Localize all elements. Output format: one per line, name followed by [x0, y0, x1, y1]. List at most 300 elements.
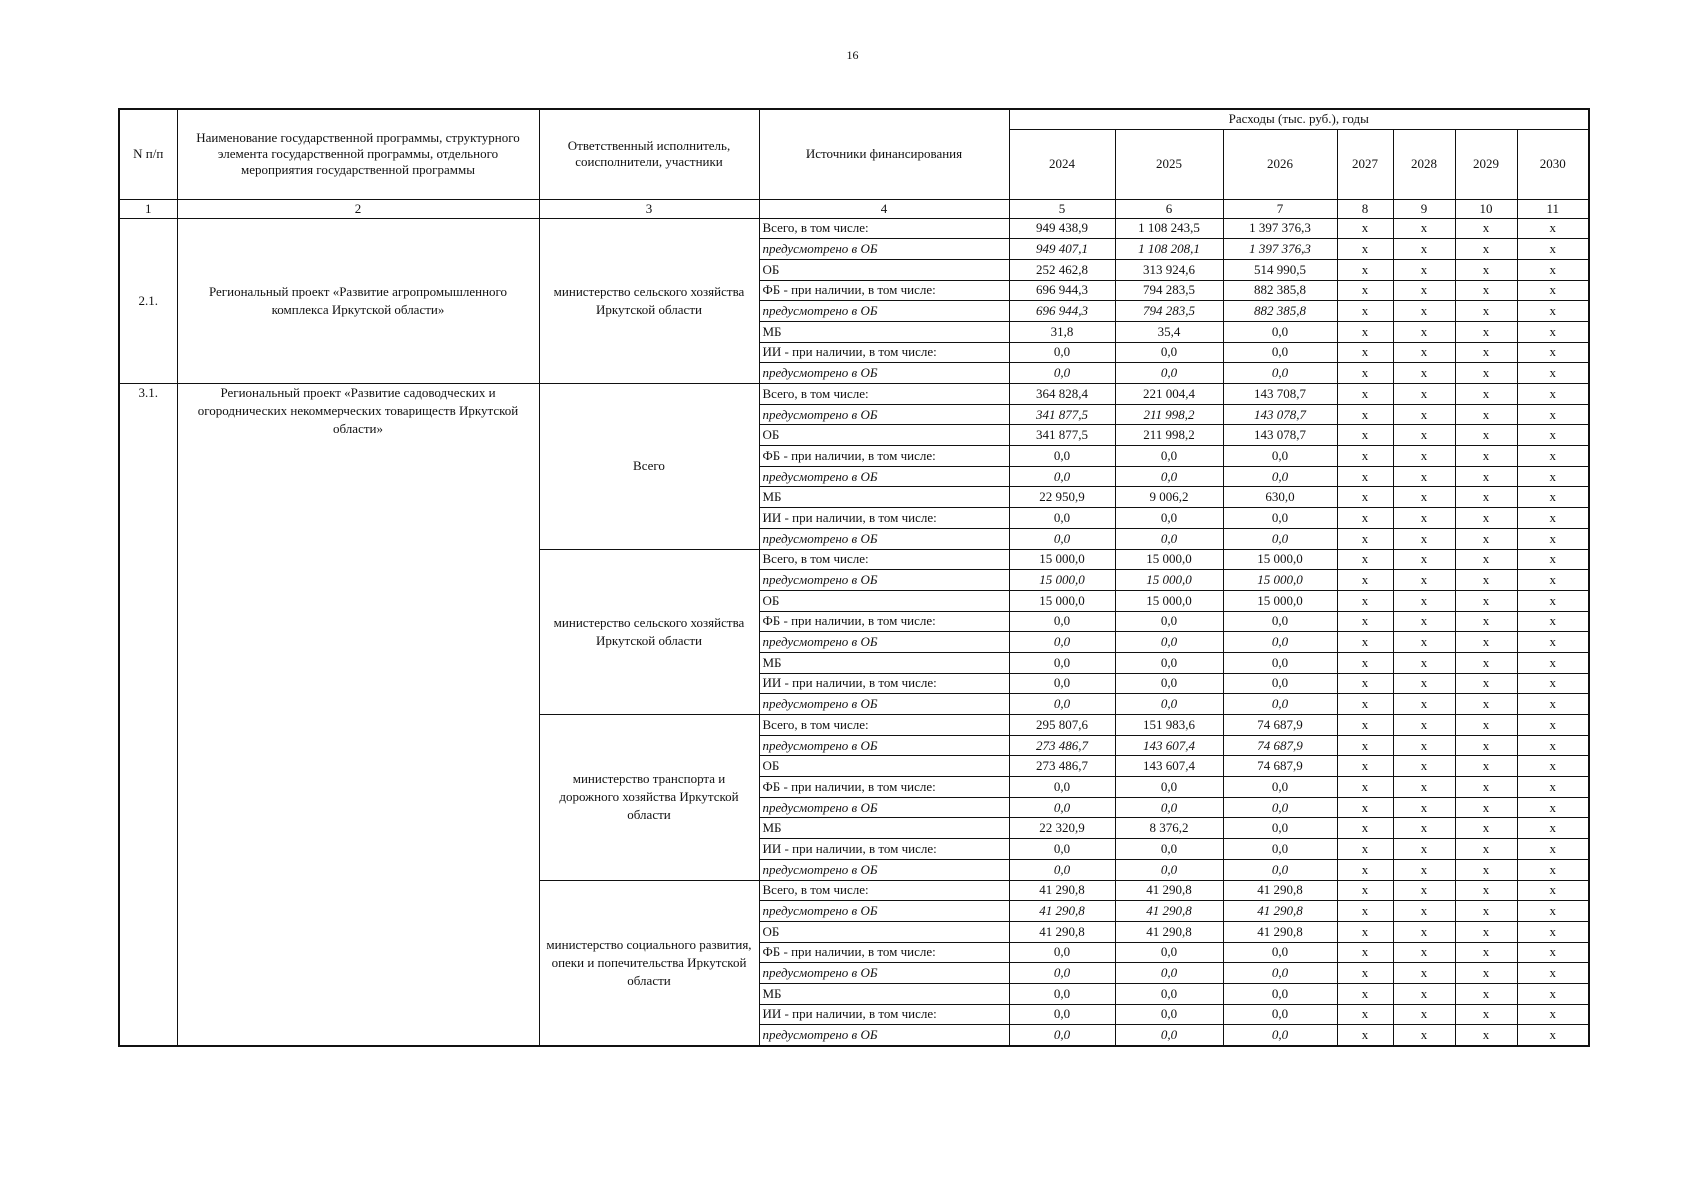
- executor-cell: министерство социального развития, опеки и попечительства Иркутской области: [539, 880, 759, 1046]
- amount-cell: 0,0: [1223, 363, 1337, 384]
- amount-cell: 211 998,2: [1115, 404, 1223, 425]
- not-applicable-cell: x: [1393, 859, 1455, 880]
- amount-cell: 0,0: [1223, 942, 1337, 963]
- not-applicable-cell: x: [1517, 859, 1589, 880]
- not-applicable-cell: x: [1455, 715, 1517, 736]
- not-applicable-cell: x: [1337, 632, 1393, 653]
- not-applicable-cell: x: [1455, 1025, 1517, 1046]
- not-applicable-cell: x: [1455, 901, 1517, 922]
- funding-source-cell: ИИ - при наличии, в том числе:: [759, 839, 1009, 860]
- amount-cell: 41 290,8: [1009, 901, 1115, 922]
- not-applicable-cell: x: [1337, 404, 1393, 425]
- not-applicable-cell: x: [1393, 611, 1455, 632]
- not-applicable-cell: x: [1337, 818, 1393, 839]
- amount-cell: 41 290,8: [1223, 880, 1337, 901]
- amount-cell: 0,0: [1009, 611, 1115, 632]
- amount-cell: 882 385,8: [1223, 301, 1337, 322]
- funding-source-cell: предусмотрено в ОБ: [759, 963, 1009, 984]
- not-applicable-cell: x: [1517, 363, 1589, 384]
- amount-cell: 0,0: [1009, 963, 1115, 984]
- not-applicable-cell: x: [1455, 218, 1517, 239]
- not-applicable-cell: x: [1455, 921, 1517, 942]
- header-year: 2025: [1115, 129, 1223, 199]
- column-number: 9: [1393, 199, 1455, 218]
- not-applicable-cell: x: [1517, 611, 1589, 632]
- amount-cell: 0,0: [1223, 673, 1337, 694]
- not-applicable-cell: x: [1337, 735, 1393, 756]
- not-applicable-cell: x: [1455, 590, 1517, 611]
- amount-cell: 0,0: [1115, 839, 1223, 860]
- amount-cell: 15 000,0: [1009, 549, 1115, 570]
- column-number: 7: [1223, 199, 1337, 218]
- amount-cell: 211 998,2: [1115, 425, 1223, 446]
- not-applicable-cell: x: [1393, 673, 1455, 694]
- amount-cell: 0,0: [1223, 446, 1337, 467]
- funding-source-cell: ИИ - при наличии, в том числе:: [759, 673, 1009, 694]
- amount-cell: 15 000,0: [1115, 590, 1223, 611]
- not-applicable-cell: x: [1517, 839, 1589, 860]
- not-applicable-cell: x: [1337, 549, 1393, 570]
- amount-cell: 0,0: [1115, 694, 1223, 715]
- amount-cell: 15 000,0: [1115, 570, 1223, 591]
- not-applicable-cell: x: [1517, 983, 1589, 1004]
- not-applicable-cell: x: [1517, 549, 1589, 570]
- not-applicable-cell: x: [1393, 797, 1455, 818]
- funding-source-cell: Всего, в том числе:: [759, 549, 1009, 570]
- not-applicable-cell: x: [1393, 652, 1455, 673]
- not-applicable-cell: x: [1455, 425, 1517, 446]
- not-applicable-cell: x: [1517, 528, 1589, 549]
- not-applicable-cell: x: [1517, 756, 1589, 777]
- funding-source-cell: ФБ - при наличии, в том числе:: [759, 611, 1009, 632]
- amount-cell: 15 000,0: [1009, 590, 1115, 611]
- header-year: 2029: [1455, 129, 1517, 199]
- funding-source-cell: МБ: [759, 818, 1009, 839]
- not-applicable-cell: x: [1517, 404, 1589, 425]
- not-applicable-cell: x: [1337, 466, 1393, 487]
- not-applicable-cell: x: [1517, 466, 1589, 487]
- funding-source-cell: Всего, в том числе:: [759, 880, 1009, 901]
- amount-cell: 0,0: [1009, 528, 1115, 549]
- funding-source-cell: Всего, в том числе:: [759, 218, 1009, 239]
- not-applicable-cell: x: [1455, 797, 1517, 818]
- page-number: 16: [846, 48, 859, 62]
- column-number: 5: [1009, 199, 1115, 218]
- amount-cell: 0,0: [1115, 673, 1223, 694]
- not-applicable-cell: x: [1393, 590, 1455, 611]
- amount-cell: 0,0: [1115, 632, 1223, 653]
- amount-cell: 0,0: [1115, 342, 1223, 363]
- not-applicable-cell: x: [1393, 901, 1455, 922]
- not-applicable-cell: x: [1455, 756, 1517, 777]
- not-applicable-cell: x: [1517, 652, 1589, 673]
- not-applicable-cell: x: [1393, 694, 1455, 715]
- not-applicable-cell: x: [1393, 446, 1455, 467]
- not-applicable-cell: x: [1337, 839, 1393, 860]
- funding-source-cell: предусмотрено в ОБ: [759, 466, 1009, 487]
- funding-source-cell: Всего, в том числе:: [759, 715, 1009, 736]
- not-applicable-cell: x: [1517, 818, 1589, 839]
- funding-source-cell: МБ: [759, 321, 1009, 342]
- amount-cell: 0,0: [1223, 611, 1337, 632]
- not-applicable-cell: x: [1517, 963, 1589, 984]
- amount-cell: 151 983,6: [1115, 715, 1223, 736]
- not-applicable-cell: x: [1455, 321, 1517, 342]
- amount-cell: 143 078,7: [1223, 425, 1337, 446]
- amount-cell: 0,0: [1009, 859, 1115, 880]
- amount-cell: 0,0: [1223, 818, 1337, 839]
- not-applicable-cell: x: [1455, 777, 1517, 798]
- column-number-row: [119, 199, 1589, 218]
- not-applicable-cell: x: [1455, 1004, 1517, 1025]
- not-applicable-cell: x: [1393, 839, 1455, 860]
- funding-source-cell: предусмотрено в ОБ: [759, 363, 1009, 384]
- amount-cell: 15 000,0: [1009, 570, 1115, 591]
- not-applicable-cell: x: [1517, 880, 1589, 901]
- not-applicable-cell: x: [1455, 818, 1517, 839]
- not-applicable-cell: x: [1517, 446, 1589, 467]
- amount-cell: 295 807,6: [1009, 715, 1115, 736]
- not-applicable-cell: x: [1337, 983, 1393, 1004]
- not-applicable-cell: x: [1455, 508, 1517, 529]
- amount-cell: 74 687,9: [1223, 735, 1337, 756]
- amount-cell: 0,0: [1223, 797, 1337, 818]
- not-applicable-cell: x: [1393, 384, 1455, 405]
- not-applicable-cell: x: [1337, 590, 1393, 611]
- not-applicable-cell: x: [1517, 425, 1589, 446]
- not-applicable-cell: x: [1337, 425, 1393, 446]
- amount-cell: 0,0: [1223, 508, 1337, 529]
- not-applicable-cell: x: [1393, 528, 1455, 549]
- not-applicable-cell: x: [1337, 673, 1393, 694]
- not-applicable-cell: x: [1455, 942, 1517, 963]
- amount-cell: 794 283,5: [1115, 280, 1223, 301]
- funding-source-cell: предусмотрено в ОБ: [759, 901, 1009, 922]
- not-applicable-cell: x: [1455, 239, 1517, 260]
- not-applicable-cell: x: [1337, 1025, 1393, 1046]
- not-applicable-cell: x: [1393, 487, 1455, 508]
- not-applicable-cell: x: [1393, 983, 1455, 1004]
- not-applicable-cell: x: [1337, 694, 1393, 715]
- section-number: 3.1.: [119, 384, 177, 1047]
- table-row: [119, 218, 1589, 239]
- not-applicable-cell: x: [1455, 404, 1517, 425]
- not-applicable-cell: x: [1393, 1025, 1455, 1046]
- amount-cell: 0,0: [1223, 466, 1337, 487]
- not-applicable-cell: x: [1393, 218, 1455, 239]
- funding-source-cell: предусмотрено в ОБ: [759, 632, 1009, 653]
- not-applicable-cell: x: [1393, 715, 1455, 736]
- not-applicable-cell: x: [1517, 590, 1589, 611]
- not-applicable-cell: x: [1455, 259, 1517, 280]
- executor-cell: министерство сельского хозяйства Иркутской области: [539, 218, 759, 384]
- amount-cell: 1 108 243,5: [1115, 218, 1223, 239]
- not-applicable-cell: x: [1337, 859, 1393, 880]
- amount-cell: 8 376,2: [1115, 818, 1223, 839]
- amount-cell: 1 397 376,3: [1223, 239, 1337, 260]
- header-year: 2028: [1393, 129, 1455, 199]
- amount-cell: 949 438,9: [1009, 218, 1115, 239]
- not-applicable-cell: x: [1393, 425, 1455, 446]
- column-number: 2: [177, 199, 539, 218]
- not-applicable-cell: x: [1517, 777, 1589, 798]
- amount-cell: 41 290,8: [1115, 921, 1223, 942]
- column-number: 10: [1455, 199, 1517, 218]
- not-applicable-cell: x: [1337, 321, 1393, 342]
- executor-cell: министерство сельского хозяйства Иркутской области: [539, 549, 759, 715]
- amount-cell: 341 877,5: [1009, 425, 1115, 446]
- amount-cell: 0,0: [1115, 611, 1223, 632]
- amount-cell: 0,0: [1115, 466, 1223, 487]
- amount-cell: 0,0: [1115, 1004, 1223, 1025]
- not-applicable-cell: x: [1517, 901, 1589, 922]
- funding-source-cell: ОБ: [759, 259, 1009, 280]
- amount-cell: 0,0: [1009, 466, 1115, 487]
- not-applicable-cell: x: [1393, 280, 1455, 301]
- amount-cell: 313 924,6: [1115, 259, 1223, 280]
- amount-cell: 696 944,3: [1009, 301, 1115, 322]
- funding-source-cell: предусмотрено в ОБ: [759, 797, 1009, 818]
- funding-source-cell: ОБ: [759, 921, 1009, 942]
- funding-source-cell: предусмотрено в ОБ: [759, 404, 1009, 425]
- not-applicable-cell: x: [1393, 570, 1455, 591]
- not-applicable-cell: x: [1517, 797, 1589, 818]
- amount-cell: 22 320,9: [1009, 818, 1115, 839]
- not-applicable-cell: x: [1517, 1004, 1589, 1025]
- amount-cell: 143 607,4: [1115, 756, 1223, 777]
- amount-cell: 41 290,8: [1115, 880, 1223, 901]
- amount-cell: 15 000,0: [1115, 549, 1223, 570]
- not-applicable-cell: x: [1337, 446, 1393, 467]
- amount-cell: 41 290,8: [1115, 901, 1223, 922]
- funding-source-cell: предусмотрено в ОБ: [759, 694, 1009, 715]
- amount-cell: 0,0: [1009, 342, 1115, 363]
- amount-cell: 35,4: [1115, 321, 1223, 342]
- not-applicable-cell: x: [1337, 715, 1393, 736]
- not-applicable-cell: x: [1393, 321, 1455, 342]
- not-applicable-cell: x: [1393, 880, 1455, 901]
- amount-cell: 0,0: [1223, 859, 1337, 880]
- amount-cell: 15 000,0: [1223, 590, 1337, 611]
- not-applicable-cell: x: [1517, 673, 1589, 694]
- not-applicable-cell: x: [1455, 652, 1517, 673]
- not-applicable-cell: x: [1517, 259, 1589, 280]
- amount-cell: 41 290,8: [1223, 921, 1337, 942]
- not-applicable-cell: x: [1517, 694, 1589, 715]
- amount-cell: 630,0: [1223, 487, 1337, 508]
- amount-cell: 949 407,1: [1009, 239, 1115, 260]
- amount-cell: 22 950,9: [1009, 487, 1115, 508]
- not-applicable-cell: x: [1337, 508, 1393, 529]
- funding-source-cell: МБ: [759, 487, 1009, 508]
- not-applicable-cell: x: [1455, 446, 1517, 467]
- header-executor: Ответственный исполнитель, соисполнители, участники: [539, 109, 759, 199]
- amount-cell: 341 877,5: [1009, 404, 1115, 425]
- funding-source-cell: МБ: [759, 983, 1009, 1004]
- not-applicable-cell: x: [1337, 528, 1393, 549]
- section-name: Региональный проект «Развитие агропромышленного комплекса Иркутской области»: [177, 218, 539, 384]
- funding-source-cell: ФБ - при наличии, в том числе:: [759, 446, 1009, 467]
- funding-source-cell: ОБ: [759, 756, 1009, 777]
- not-applicable-cell: x: [1455, 570, 1517, 591]
- amount-cell: 0,0: [1009, 1025, 1115, 1046]
- amount-cell: 0,0: [1009, 942, 1115, 963]
- not-applicable-cell: x: [1393, 756, 1455, 777]
- amount-cell: 0,0: [1223, 528, 1337, 549]
- not-applicable-cell: x: [1517, 570, 1589, 591]
- amount-cell: 0,0: [1223, 342, 1337, 363]
- amount-cell: 0,0: [1223, 777, 1337, 798]
- amount-cell: 31,8: [1009, 321, 1115, 342]
- amount-cell: 0,0: [1009, 632, 1115, 653]
- funding-source-cell: Всего, в том числе:: [759, 384, 1009, 405]
- not-applicable-cell: x: [1337, 363, 1393, 384]
- amount-cell: 0,0: [1223, 1004, 1337, 1025]
- funding-source-cell: МБ: [759, 652, 1009, 673]
- not-applicable-cell: x: [1337, 239, 1393, 260]
- table-row: [119, 384, 1589, 405]
- not-applicable-cell: x: [1455, 280, 1517, 301]
- not-applicable-cell: x: [1337, 942, 1393, 963]
- not-applicable-cell: x: [1337, 1004, 1393, 1025]
- header-year: 2027: [1337, 129, 1393, 199]
- funding-source-cell: ОБ: [759, 590, 1009, 611]
- not-applicable-cell: x: [1517, 921, 1589, 942]
- funding-source-cell: предусмотрено в ОБ: [759, 301, 1009, 322]
- not-applicable-cell: x: [1455, 363, 1517, 384]
- amount-cell: 143 078,7: [1223, 404, 1337, 425]
- amount-cell: 0,0: [1115, 859, 1223, 880]
- amount-cell: 41 290,8: [1009, 921, 1115, 942]
- funding-source-cell: ИИ - при наличии, в том числе:: [759, 342, 1009, 363]
- funding-source-cell: ФБ - при наличии, в том числе:: [759, 777, 1009, 798]
- column-number: 8: [1337, 199, 1393, 218]
- not-applicable-cell: x: [1517, 632, 1589, 653]
- not-applicable-cell: x: [1337, 342, 1393, 363]
- amount-cell: 1 397 376,3: [1223, 218, 1337, 239]
- not-applicable-cell: x: [1455, 301, 1517, 322]
- header-year: 2030: [1517, 129, 1589, 199]
- column-number: 1: [119, 199, 177, 218]
- amount-cell: 221 004,4: [1115, 384, 1223, 405]
- not-applicable-cell: x: [1517, 218, 1589, 239]
- not-applicable-cell: x: [1517, 508, 1589, 529]
- not-applicable-cell: x: [1517, 301, 1589, 322]
- header-sources: Источники финансирования: [759, 109, 1009, 199]
- not-applicable-cell: x: [1455, 632, 1517, 653]
- not-applicable-cell: x: [1337, 797, 1393, 818]
- not-applicable-cell: x: [1393, 404, 1455, 425]
- amount-cell: 364 828,4: [1009, 384, 1115, 405]
- not-applicable-cell: x: [1393, 921, 1455, 942]
- amount-cell: 41 290,8: [1223, 901, 1337, 922]
- column-number: 6: [1115, 199, 1223, 218]
- not-applicable-cell: x: [1337, 611, 1393, 632]
- funding-source-cell: ОБ: [759, 425, 1009, 446]
- table-body: [119, 218, 1589, 1046]
- funding-source-cell: предусмотрено в ОБ: [759, 570, 1009, 591]
- not-applicable-cell: x: [1517, 942, 1589, 963]
- not-applicable-cell: x: [1393, 363, 1455, 384]
- not-applicable-cell: x: [1393, 301, 1455, 322]
- not-applicable-cell: x: [1455, 839, 1517, 860]
- not-applicable-cell: x: [1455, 528, 1517, 549]
- amount-cell: 1 108 208,1: [1115, 239, 1223, 260]
- funding-source-cell: предусмотрено в ОБ: [759, 735, 1009, 756]
- not-applicable-cell: x: [1393, 549, 1455, 570]
- amount-cell: 0,0: [1223, 694, 1337, 715]
- column-number: 3: [539, 199, 759, 218]
- amount-cell: 252 462,8: [1009, 259, 1115, 280]
- not-applicable-cell: x: [1517, 487, 1589, 508]
- not-applicable-cell: x: [1455, 549, 1517, 570]
- not-applicable-cell: x: [1455, 859, 1517, 880]
- not-applicable-cell: x: [1337, 921, 1393, 942]
- not-applicable-cell: x: [1393, 735, 1455, 756]
- amount-cell: 0,0: [1009, 652, 1115, 673]
- amount-cell: 0,0: [1115, 528, 1223, 549]
- not-applicable-cell: x: [1517, 384, 1589, 405]
- not-applicable-cell: x: [1517, 342, 1589, 363]
- header-year: 2024: [1009, 129, 1115, 199]
- not-applicable-cell: x: [1393, 508, 1455, 529]
- not-applicable-cell: x: [1455, 880, 1517, 901]
- not-applicable-cell: x: [1455, 963, 1517, 984]
- amount-cell: 74 687,9: [1223, 715, 1337, 736]
- not-applicable-cell: x: [1393, 466, 1455, 487]
- header-year: 2026: [1223, 129, 1337, 199]
- amount-cell: 0,0: [1223, 963, 1337, 984]
- amount-cell: 0,0: [1009, 446, 1115, 467]
- funding-source-cell: предусмотрено в ОБ: [759, 239, 1009, 260]
- not-applicable-cell: x: [1455, 694, 1517, 715]
- not-applicable-cell: x: [1337, 218, 1393, 239]
- amount-cell: 9 006,2: [1115, 487, 1223, 508]
- not-applicable-cell: x: [1393, 342, 1455, 363]
- not-applicable-cell: x: [1517, 239, 1589, 260]
- amount-cell: 0,0: [1115, 777, 1223, 798]
- not-applicable-cell: x: [1517, 715, 1589, 736]
- not-applicable-cell: x: [1337, 901, 1393, 922]
- funding-source-cell: ИИ - при наличии, в том числе:: [759, 508, 1009, 529]
- funding-source-cell: ИИ - при наличии, в том числе:: [759, 1004, 1009, 1025]
- not-applicable-cell: x: [1337, 384, 1393, 405]
- not-applicable-cell: x: [1337, 777, 1393, 798]
- column-number: 11: [1517, 199, 1589, 218]
- not-applicable-cell: x: [1393, 1004, 1455, 1025]
- not-applicable-cell: x: [1393, 818, 1455, 839]
- not-applicable-cell: x: [1337, 652, 1393, 673]
- section-number: 2.1.: [119, 218, 177, 384]
- section-name: Региональный проект «Развитие садоводческих и огороднических некоммерческих товариществ Иркутской области»: [177, 384, 539, 1047]
- amount-cell: 273 486,7: [1009, 756, 1115, 777]
- not-applicable-cell: x: [1337, 280, 1393, 301]
- executor-cell: Всего: [539, 384, 759, 550]
- amount-cell: 0,0: [1009, 694, 1115, 715]
- not-applicable-cell: x: [1337, 487, 1393, 508]
- amount-cell: 143 607,4: [1115, 735, 1223, 756]
- amount-cell: 0,0: [1009, 839, 1115, 860]
- header-npp: N п/п: [119, 109, 177, 199]
- amount-cell: 15 000,0: [1223, 549, 1337, 570]
- amount-cell: 0,0: [1009, 777, 1115, 798]
- amount-cell: 0,0: [1115, 942, 1223, 963]
- amount-cell: 794 283,5: [1115, 301, 1223, 322]
- amount-cell: 514 990,5: [1223, 259, 1337, 280]
- amount-cell: 0,0: [1223, 632, 1337, 653]
- amount-cell: 0,0: [1223, 652, 1337, 673]
- not-applicable-cell: x: [1393, 239, 1455, 260]
